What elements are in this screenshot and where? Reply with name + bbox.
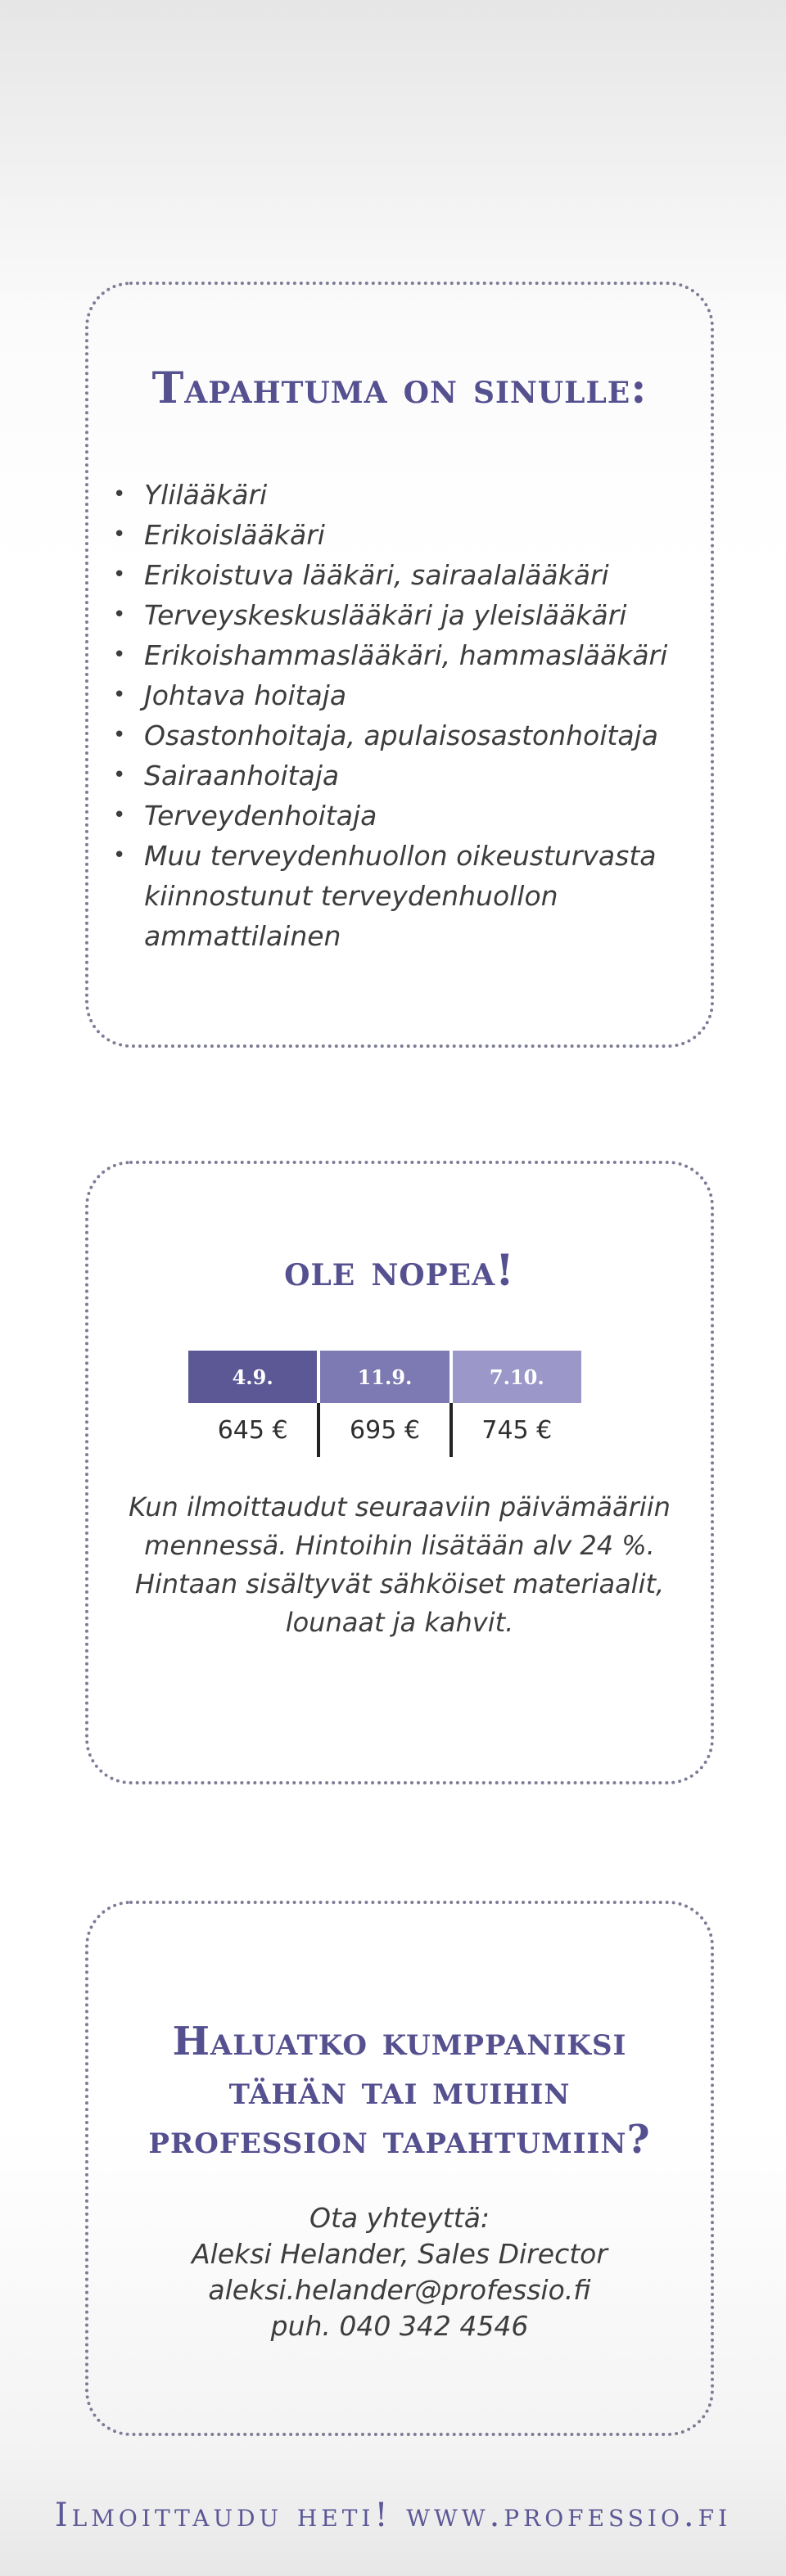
date-cell-1: 4.9. [188,1351,317,1403]
list-item: • Muu terveydenhuollon oikeusturvasta kiinnostunut terveydenhuollon ammattilainen [113,836,670,956]
date-cell-3: 7.10. [453,1351,581,1403]
bullet-icon: • [113,843,126,868]
audience-card [85,282,714,1048]
price-table-header [188,1351,581,1403]
contact-person: Aleksi Helander, Sales Director [192,2238,608,2270]
pricing-note: Kun ilmoittaudut seuraaviin päivämääriin mennessä. Hintoihin lisätään alv 24 %. Hintaan sisältyvät sähköiset materiaalit, lounaat ja kahvit. [129,1491,671,1638]
list-item: • Terveydenhoitaja [113,796,670,836]
list-item: • Terveyskeskuslääkäri ja yleislääkäri [113,595,670,635]
contact-email[interactable]: aleksi.helander@professio.fi [208,2274,591,2306]
price-table-row [188,1403,581,1457]
contact-heading: Ota yhteyttä: [309,2202,490,2234]
partner-title: Haluatko kumppaniksi tähän tai muihin profession tapahtumiin? [148,2019,651,2163]
bullet-icon: • [113,723,126,747]
bullet-icon: • [113,763,126,787]
audience-list [113,475,670,956]
list-item: • Erikoishammaslääkäri, hammaslääkäri [113,635,670,675]
contact-info [105,2200,694,2344]
bullet-icon: • [113,562,126,587]
pricing-card [85,1161,714,1784]
bullet-icon: • [113,643,126,667]
list-item: • Osastonhoitaja, apulaisosastonhoitaja [113,715,670,756]
date-cell-2: 11.9. [320,1351,449,1403]
list-item: • Johtava hoitaja [113,675,670,715]
list-item: • Erikoistuva lääkäri, sairaalalääkäri [113,555,670,595]
list-item: • Ylilääkäri [113,475,670,515]
list-item: • Erikoislääkäri [113,515,670,555]
price-cell-1: 645 € [188,1403,320,1457]
price-table [188,1351,581,1457]
partner-card [85,1901,714,2436]
bullet-icon: • [113,683,126,707]
list-item: • Sairaanhoitaja [113,756,670,796]
price-cell-2: 695 € [320,1403,452,1457]
bullet-icon: • [113,602,126,627]
footer-cta[interactable]: Ilmoittaudu heti! www.professio.fi [54,2497,732,2534]
audience-title: Tapahtuma on sinulle: [151,363,648,413]
contact-phone[interactable]: puh. 040 342 4546 [270,2310,529,2342]
bullet-icon: • [113,522,126,547]
pricing-title: ole nopea! [284,1246,515,1296]
bullet-icon: • [113,803,126,828]
price-cell-3: 745 € [481,1415,553,1445]
bullet-icon: • [113,482,126,507]
